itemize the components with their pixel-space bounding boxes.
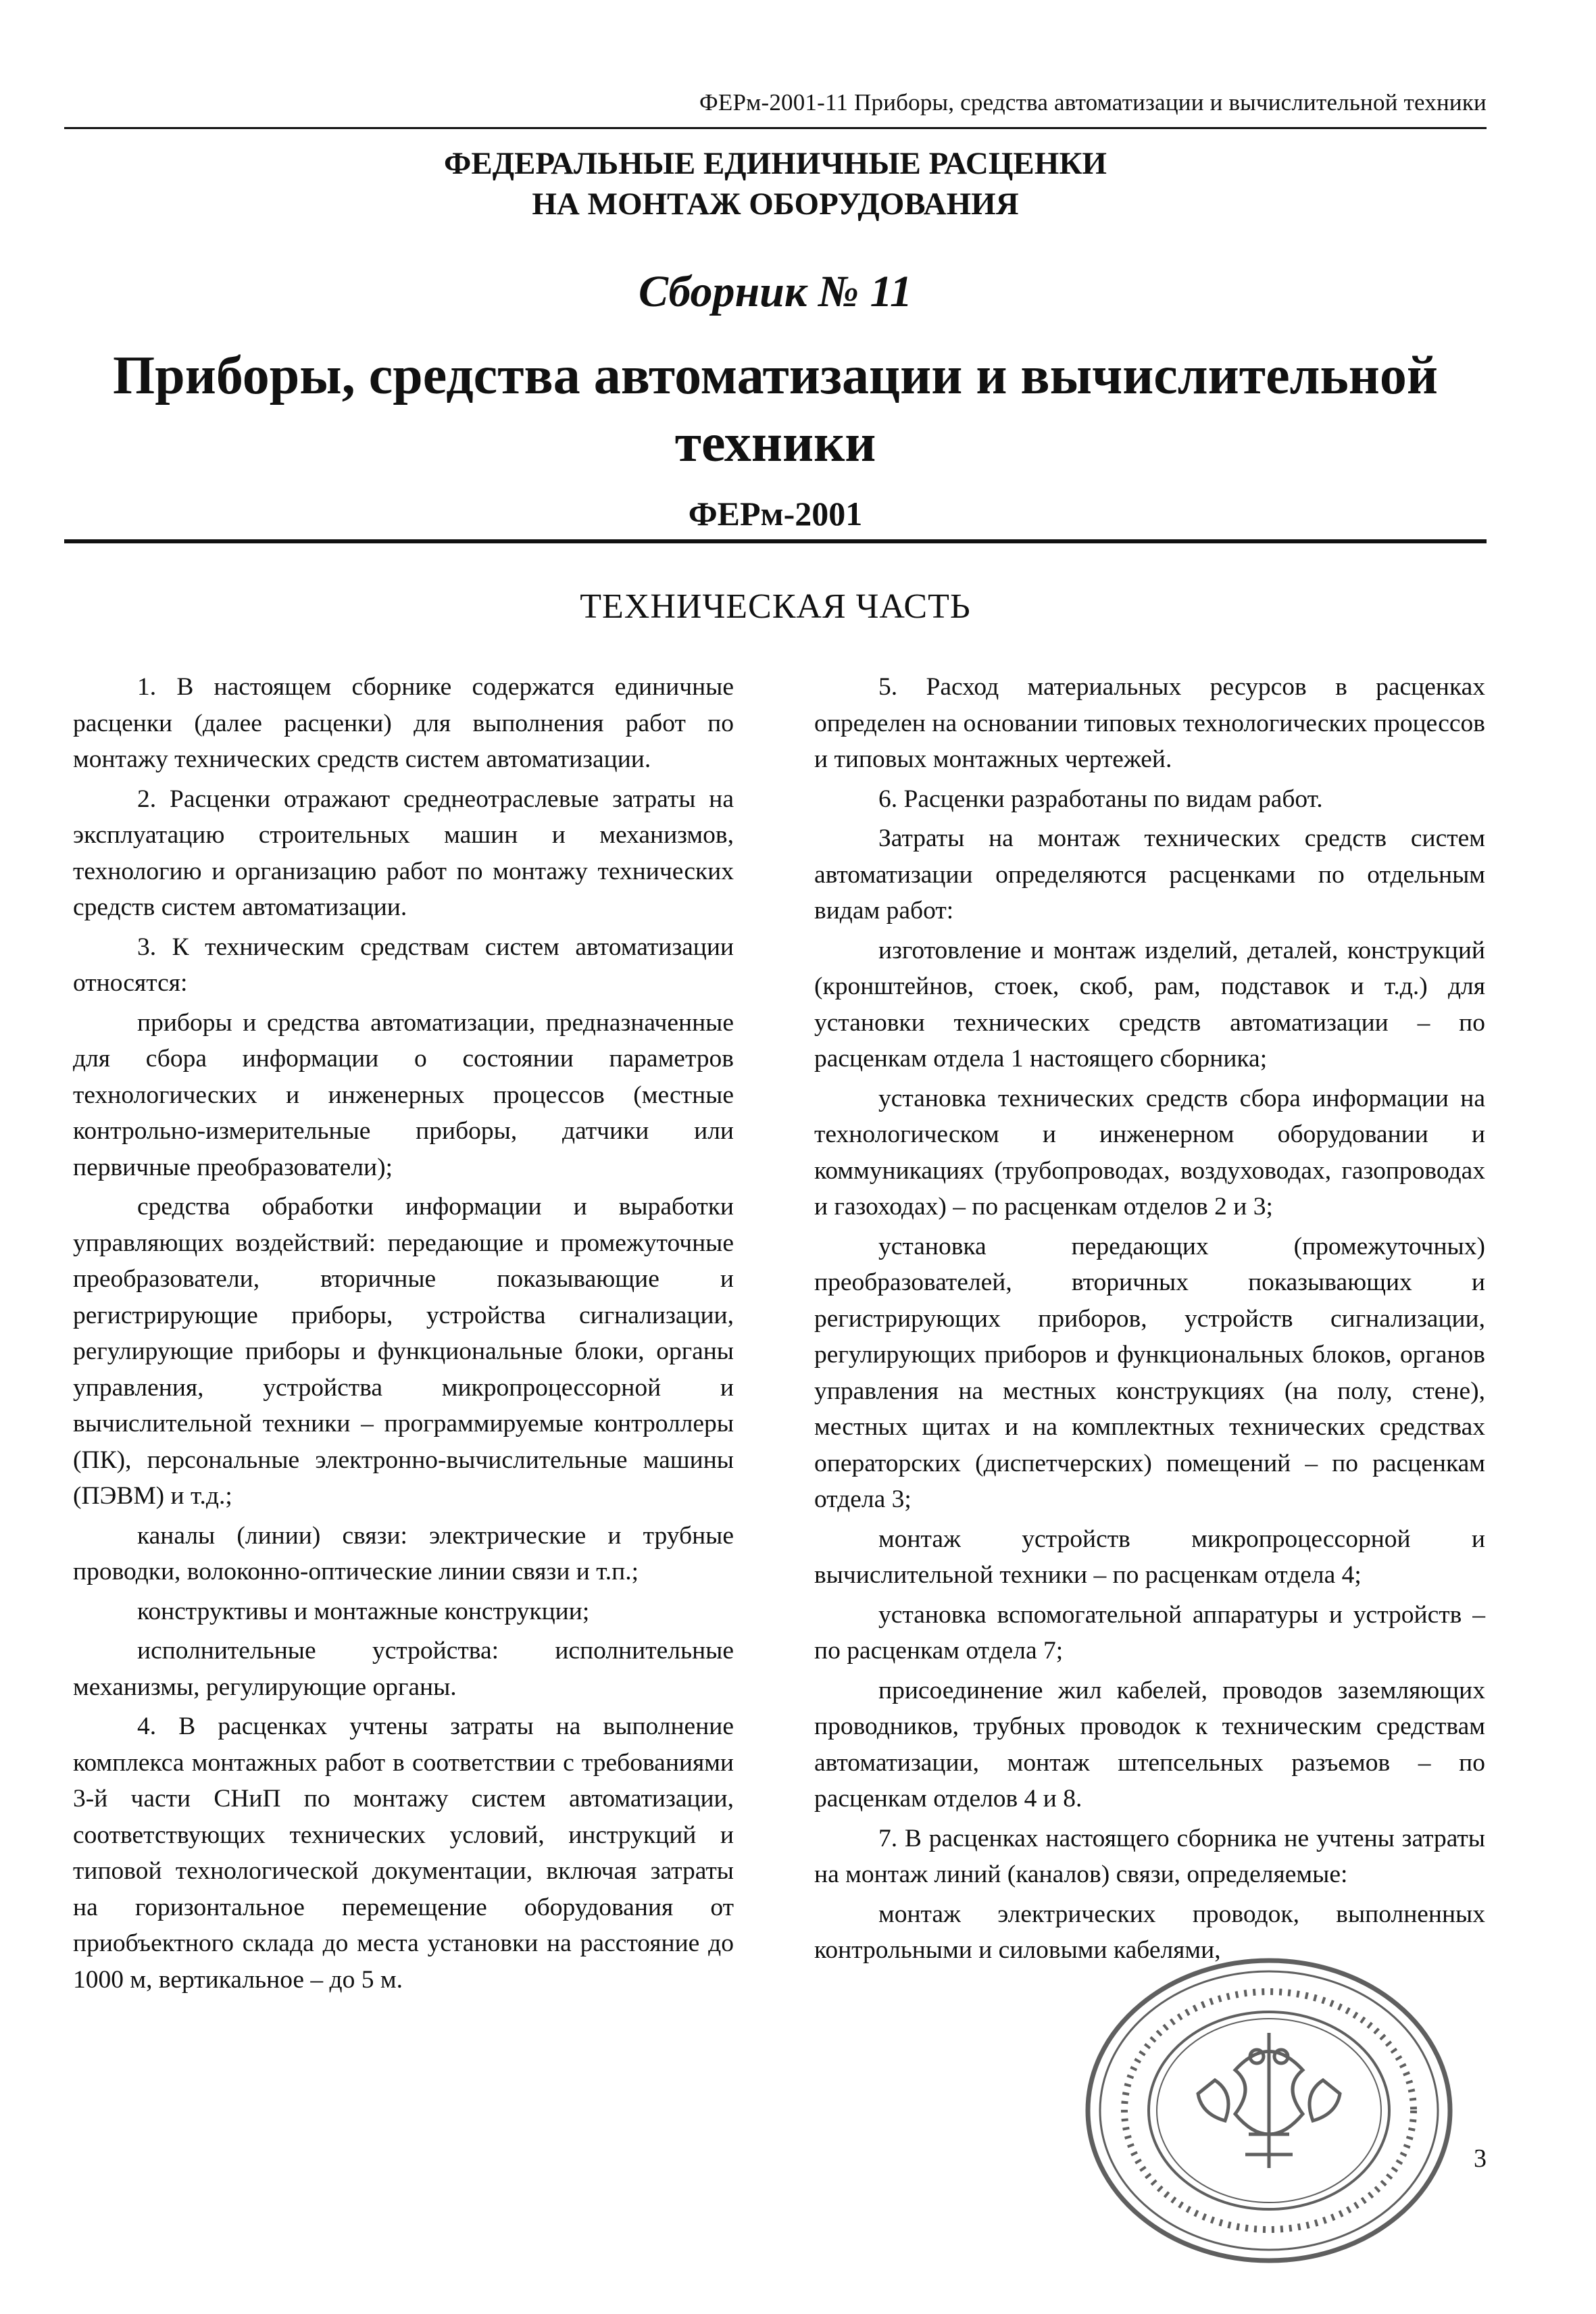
paragraph: 7. В расценках настоящего сборника не учтены затраты на монтаж линий (каналов) связи, определяемые: [814,1824,1485,1888]
document-title [64,143,1487,224]
page-number: 3 [1474,2144,1487,2173]
collection-title-line: Приборы, средства автоматизации и вычислительной [113,346,1438,405]
paragraph: 2. Расценки отражают среднеотраслевые затраты на эксплуатацию строительных машин и механизмов, технологию и организацию работ по монтажу технических средств систем автоматизации. [73,785,734,921]
paragraph: 6. Расценки разработаны по видам работ. [878,785,1323,813]
paragraph: присоединение жил кабелей, проводов заземляющих проводников, трубных проводок к техническим средствам автоматизации, монтаж штепсельных разъемов – по расценкам отделов 4 и 8. [814,1676,1485,1813]
paragraph: установка передающих (промежуточных) преобразователей, вторичных показывающих и регистрирующих приборов, устройств сигнализации, регулирующих приборов и функциональных блоков, органов управления на местных конструкциях (на полу, стене), местных щитах и на комплектных технических средствах операторских (диспетчерских) помещений – по расценкам отдела 3; [814,1232,1485,1513]
paragraph: 3. К техническим средствам систем автоматизации относятся: [73,933,734,997]
paragraph: установка технических средств сбора информации на технологическом и инженерном оборудовании и коммуникациях (трубопроводах, воздуховодах, газопроводах и газоходах) – по расценкам отделов 2 и 3; [814,1084,1485,1221]
paragraph: Затраты на монтаж технических средств систем автоматизации определяются расценками по отдельным видам работ: [814,824,1485,925]
paragraph: конструктивы и монтажные конструкции; [137,1597,590,1625]
section-heading: ТЕХНИЧЕСКАЯ ЧАСТЬ [580,587,971,626]
document-title-line: ФЕДЕРАЛЬНЫЕ ЕДИНИЧНЫЕ РАСЦЕНКИ [444,146,1107,181]
paragraph: монтаж электрических проводок, выполненных контрольными и силовыми кабелями, [814,1900,1485,1964]
right-column [814,669,1485,1972]
paragraph: 1. В настоящем сборнике содержатся единичные расценки (далее расценки) для выполнения работ по монтажу технических средств систем автоматизации. [73,673,734,773]
paragraph: установка вспомогательной аппаратуры и устройств –по расценкам отдела 7; [814,1600,1485,1665]
document-code: ФЕРм-2001 [688,495,863,533]
paragraph: 4. В расценках учтены затраты на выполнение комплекса монтажных работ в соответствии с требованиями 3-й части СНиП по монтажу систем автоматизации, соответствующих технических условий, инструкций и типовой технологической документации, включая затраты на горизонтальное перемещение оборудования от приобъектного склада до места установки на расстояние до 1000 м, вертикальное – до 5 м. [73,1713,734,1994]
document-title-line: НА МОНТАЖ ОБОРУДОВАНИЯ [532,187,1019,222]
title-rule [64,539,1487,543]
paragraph: приборы и средства автоматизации, предназначенные для сбора информации о состоянии параметров технологических и инженерных процессов (местные контрольно-измерительные приборы, датчики или первичные преобразователи); [73,1008,734,1181]
title-block [64,143,1487,535]
paragraph: монтаж устройств микропроцессорной и вычислительной техники – по расценкам отдела 4; [814,1525,1485,1589]
header-rule [64,127,1487,129]
running-header: ФЕРм-2001-11 Приборы, средства автоматизации и вычислительной техники [699,89,1487,116]
left-column [73,669,734,2001]
paragraph: исполнительные устройства: исполнительные механизмы, регулирующие органы. [73,1637,734,1701]
paragraph: средства обработки информации и выработки управляющих воздействий: передающие и промежуточные преобразователи, вторичные показывающие и регистрирующие приборы, устройства сигнализации, регулирующие приборы и функциональные блоки, органы управления, устройства микропроцессорной и вычислительной техники – программируемые контроллеры (ПК), персональные электронно-вычислительные машины (ПЭВМ) и т.д.; [73,1193,734,1510]
collection-title [64,342,1487,477]
paragraph: 5. Расход материальных ресурсов в расценках определен на основании типовых технологических процессов и типовых монтажных чертежей. [814,673,1485,773]
collection-number: Сборник № 11 [638,267,913,316]
paragraph: изготовление и монтаж изделий, деталей, конструкций (кронштейнов, стоек, скоб, рам, подставок и т.д.) для установки технических средств автоматизации – по расценкам отдела 1 настоящего сборника; [814,936,1485,1073]
collection-title-line: техники [674,414,876,473]
official-seal-icon [1080,1952,1458,2269]
paragraph: каналы (линии) связи: электрические и трубные проводки, волоконно-оптические линии связи и т.п.; [73,1521,734,1585]
